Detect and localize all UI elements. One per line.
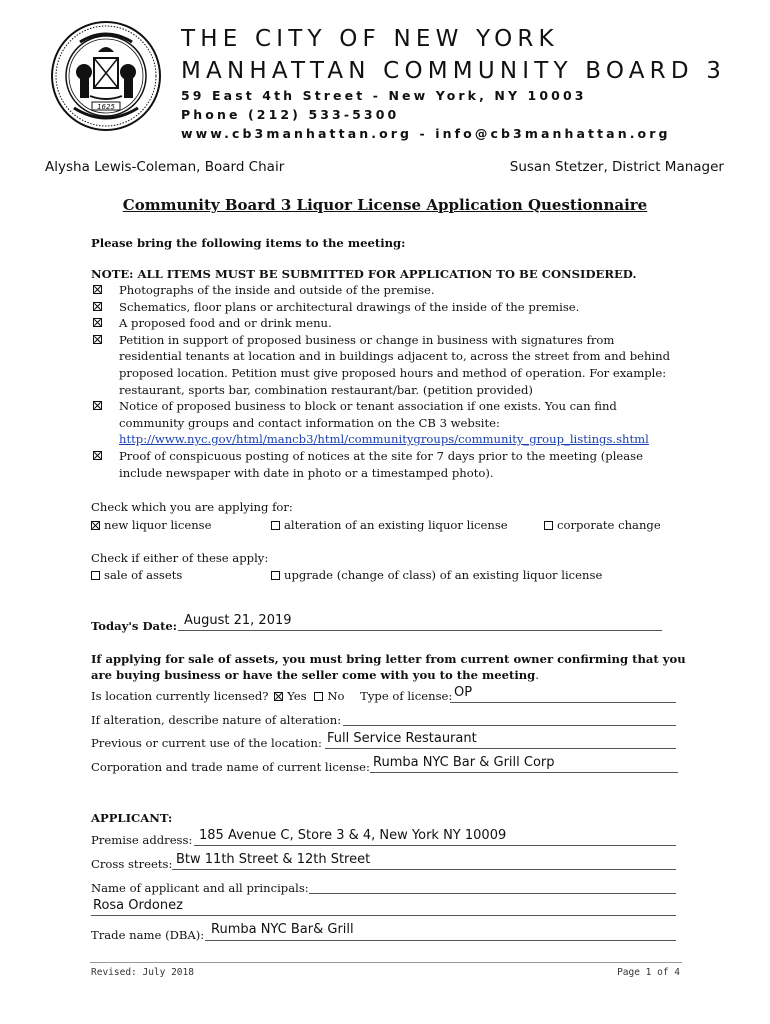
principals-label: Name of applicant and all principals: — [91, 881, 309, 895]
alteration-option[interactable]: alteration of an existing liquor license — [271, 517, 508, 534]
licensed-row: Is location currently licensed? Yes No Type of license: — [91, 689, 453, 703]
city-seal-logo — [50, 20, 162, 132]
previous-use-label: Previous or current use of the location: — [91, 736, 322, 750]
date-label: Today's Date: — [91, 619, 178, 633]
dba-label: Trade name (DBA): — [91, 928, 205, 942]
corp-name-field[interactable]: Rumba NYC Bar & Grill Corp — [373, 755, 555, 770]
note-text: NOTE: ALL ITEMS MUST BE SUBMITTED FOR APPLICATION TO BE CONSIDERED. — [91, 267, 637, 281]
dba-underline — [205, 940, 676, 941]
previous-use-underline — [325, 748, 676, 749]
license-type-underline — [450, 702, 676, 703]
corporate-change-checkbox[interactable] — [544, 521, 553, 530]
sale-note-line1: If applying for sale of assets, you must bring letter from current owner confirming that you — [91, 652, 686, 666]
date-field[interactable]: August 21, 2019 — [184, 613, 292, 628]
premise-address-label: Premise address: — [91, 833, 193, 847]
org-name-line2: MANHATTAN COMMUNITY BOARD 3 — [181, 58, 727, 84]
either-apply-label: Check if either of these apply: — [91, 551, 269, 565]
corporate-change-option[interactable]: corporate change — [544, 517, 661, 534]
community-groups-link[interactable]: http://www.nyc.gov/html/mancb3/html/communitygroups/community_group_listings.shtml — [119, 432, 649, 447]
principals-field[interactable]: Rosa Ordonez — [93, 898, 183, 913]
alteration-label: If alteration, describe nature of alteration: — [91, 713, 342, 727]
licensed-yes-checkbox[interactable] — [274, 692, 283, 701]
date-underline — [178, 630, 662, 631]
page-number: Page 1 of 4 — [617, 967, 680, 978]
upgrade-checkbox[interactable] — [271, 571, 280, 580]
list-item: Petition in support of proposed business or change in business with signatures from residential tenants at location and in buildings adjacent to, across the street from and behind proposed location. Petition must give proposed hours and method of operation. For example: restaurant, sports bar, combination restaurant/bar. (petition provided) — [91, 332, 691, 398]
cross-streets-field[interactable]: Btw 11th Street & 12th Street — [176, 852, 371, 867]
org-address: 59 East 4th Street - New York, NY 10003 — [181, 88, 587, 103]
sale-of-assets-option[interactable]: sale of assets — [91, 567, 182, 584]
upgrade-option[interactable]: upgrade (change of class) of an existing liquor license — [271, 567, 602, 584]
premise-address-field[interactable]: 185 Avenue C, Store 3 & 4, New York NY 10009 — [199, 828, 507, 843]
cross-streets-underline — [172, 869, 676, 870]
license-type-label: Type of license: — [360, 689, 453, 703]
cross-streets-label: Cross streets: — [91, 857, 173, 871]
licensed-no-checkbox[interactable] — [314, 692, 323, 701]
item-checkbox[interactable] — [93, 401, 102, 410]
principals-underline-2 — [91, 915, 676, 916]
license-type-field[interactable]: OP — [454, 685, 473, 700]
alteration-checkbox[interactable] — [271, 521, 280, 530]
list-item: Photographs of the inside and outside of the premise. — [91, 282, 691, 299]
previous-use-field[interactable]: Full Service Restaurant — [327, 731, 477, 746]
board-chair: Alysha Lewis-Coleman, Board Chair — [45, 159, 285, 175]
item-checkbox[interactable] — [93, 302, 102, 311]
list-item: Proof of conspicuous posting of notices at the site for 7 days prior to the meeting (please include newspaper with date in photo or a timestamped photo). — [91, 448, 691, 481]
corp-name-label: Corporation and trade name of current license: — [91, 760, 370, 774]
svg-text:1625: 1625 — [97, 103, 115, 111]
sale-note-line2: are buying business or have the seller come with you to the meeting. — [91, 668, 539, 682]
intro-text: Please bring the following items to the meeting: — [91, 236, 406, 250]
list-item: A proposed food and or drink menu. — [91, 315, 691, 332]
list-item: Schematics, floor plans or architectural drawings of the inside of the premise. — [91, 299, 691, 316]
item-checkbox[interactable] — [93, 451, 102, 460]
required-items-list — [91, 282, 691, 481]
new-license-option[interactable]: new liquor license — [91, 517, 212, 534]
applying-for-label: Check which you are applying for: — [91, 500, 293, 514]
item-checkbox[interactable] — [93, 285, 102, 294]
footer-divider — [90, 962, 682, 963]
applicant-heading: APPLICANT: — [91, 811, 173, 825]
item-checkbox[interactable] — [93, 335, 102, 344]
corp-name-underline — [370, 772, 678, 773]
principals-underline-1 — [309, 893, 676, 894]
org-web-email: www.cb3manhattan.org - info@cb3manhattan.org — [181, 126, 671, 141]
org-phone: Phone (212) 533-5300 — [181, 107, 400, 122]
revised-date: Revised: July 2018 — [91, 967, 194, 978]
list-item: Notice of proposed business to block or tenant association if one exists. You can find community groups and contact information on the CB 3 website: http://www.nyc.gov/html/mancb3/html/communitygroups/community_group_listings.shtml — [91, 398, 691, 448]
item-checkbox[interactable] — [93, 318, 102, 327]
licensed-label: Is location currently licensed? — [91, 689, 269, 703]
page-title: Community Board 3 Liquor License Application Questionnaire — [122, 196, 648, 214]
district-manager: Susan Stetzer, District Manager — [509, 159, 724, 175]
org-name-line1: THE CITY OF NEW YORK — [181, 26, 559, 52]
alteration-field[interactable] — [343, 725, 676, 726]
new-license-checkbox[interactable] — [91, 521, 100, 530]
dba-field[interactable]: Rumba NYC Bar& Grill — [211, 922, 354, 937]
sale-of-assets-checkbox[interactable] — [91, 571, 100, 580]
premise-address-underline — [194, 845, 676, 846]
